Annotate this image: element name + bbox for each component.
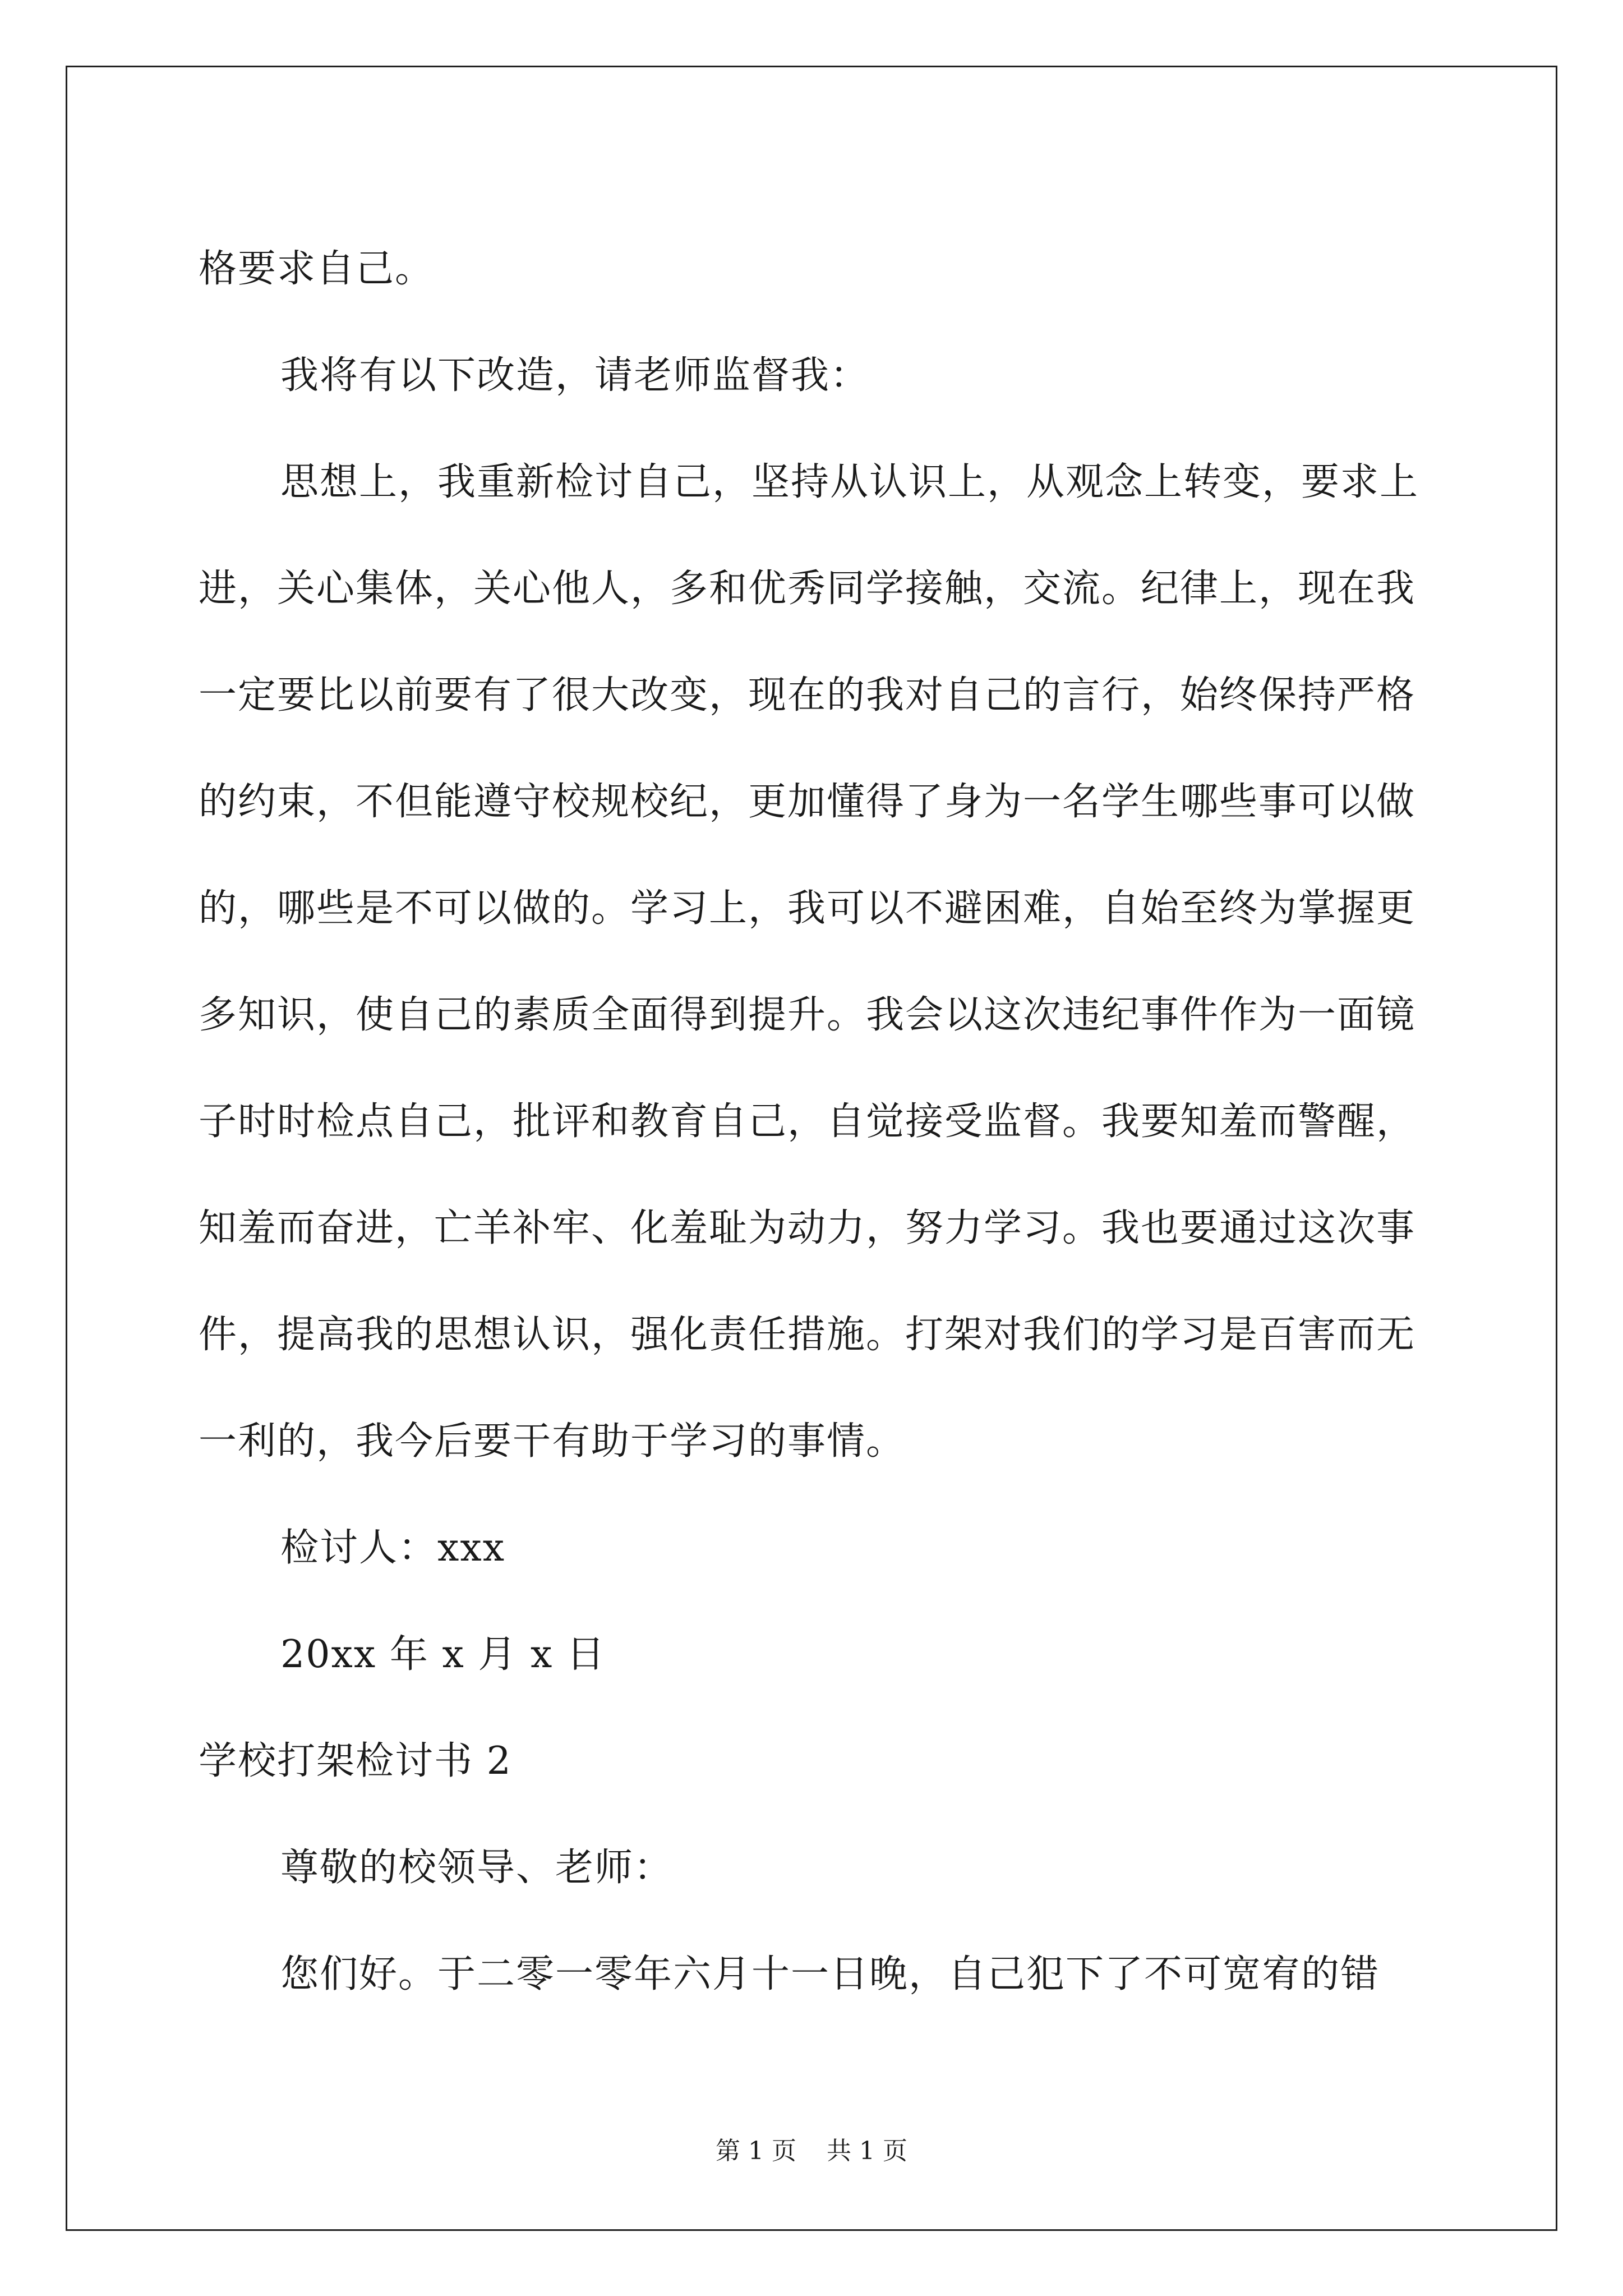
document-body <box>199 216 1427 2028</box>
paragraph-body: 思想上，我重新检讨自己，坚持从认识上，从观念上转变，要求上进，关心集体，关心他人，多和优秀同学接触，交流。纪律上，现在我一定要比以前要有了很大改变，现在的我对自己的言行，始终保持严格的约束，不但能遵守校规校纪，更加懂得了身为一名学生哪些事可以做的，哪些是不可以做的。学习上，我可以不避困难，自始至终为掌握更多知识，使自己的素质全面得到提升。我会以这次违纪事件作为一面镜子时时检点自己，批评和教育自己，自觉接受监督。我要知羞而警醒，知羞而奋进，亡羊补牢、化羞耻为动力，努力学习。我也要通过这次事件，提高我的思想认识，强化责任措施。打架对我们的学习是百害而无一利的，我今后要干有助于学习的事情。 <box>199 460 1419 1464</box>
page-total: 共 1 页 <box>827 2137 907 2165</box>
page-number: 第 1 页 <box>716 2137 796 2165</box>
page-footer <box>0 2134 1623 2168</box>
paragraph-intro: 我将有以下改造，请老师监督我： <box>280 353 870 398</box>
paragraph-opening: 您们好。于二零一零年六月十一日晚，自己犯下了不可宽宥的错 <box>280 1952 1380 1996</box>
salutation: 尊敬的校领导、老师： <box>280 1846 674 1890</box>
signature-line: 检讨人：xxx <box>280 1526 506 1570</box>
date-line: 20xx 年 x 月 x 日 <box>280 1632 606 1677</box>
section-title: 学校打架检讨书 2 <box>199 1739 512 1783</box>
paragraph-continuation: 格要求自己。 <box>199 247 435 291</box>
